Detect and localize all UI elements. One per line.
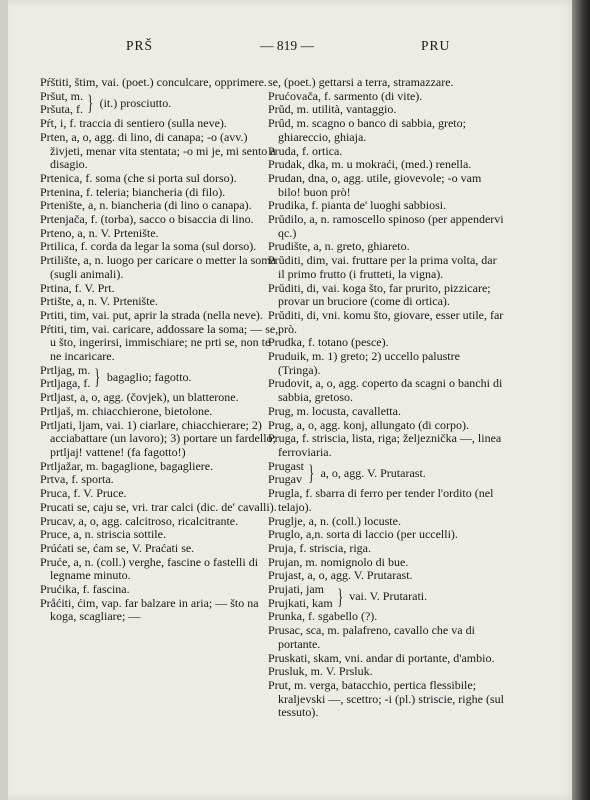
headword-list	[40, 90, 83, 117]
brace-glyph: }	[87, 90, 94, 116]
dictionary-entry: Pruca, f. V. Pruce.	[40, 486, 127, 501]
dictionary-entry: Prŭd, m. utilità, vantaggio.	[268, 102, 397, 117]
headword: Prtljag, m.	[40, 362, 91, 377]
dictionary-entry: Pruda, f. ortica.	[268, 143, 343, 158]
dictionary-entry: Prućovača, f. sarmento (di vite).	[268, 88, 423, 103]
dictionary-entry: Prtenište, a, n. biancheria (di lino o canapa).	[40, 198, 252, 213]
dictionary-entry: Pruće, a, n. (coll.) verghe, fascine o fastelli di legname minuto.	[40, 554, 259, 583]
dictionary-entry: Prtilica, f. corda da legar la soma (sul dorso).	[40, 239, 257, 254]
header-guide-word-left: PRŠ	[126, 38, 154, 53]
dictionary-entry: Prunka, f. sgabello (?).	[268, 609, 378, 624]
dictionary-entry: Prtljažar, m. bagaglione, bagagliere.	[40, 458, 214, 473]
dictionary-entry: Prujast, a, o, agg. V. Prutarast.	[268, 568, 413, 583]
dictionary-entry: Prtiti, tim, vai. put, aprir la strada (nella neve).	[40, 307, 263, 322]
dictionary-entry: Pruduik, m. 1) greto; 2) uccello palustre (Tringa).	[268, 349, 460, 377]
book-spine-shadow	[572, 0, 590, 800]
dictionary-entry: Prŭditi, dim, vai. fruttare per la prima volta, dar il primo frutto (i frutteti, la vigna).	[268, 253, 497, 281]
dictionary-entry: Prten, a, o, agg. di lino, di canapa; -o (avv.) živjeti, menar vita stentata; -o mi je, mi sento a disagio.	[40, 129, 276, 172]
definition: vai. V. Prutarati.	[349, 588, 428, 603]
dictionary-entry-group	[268, 583, 504, 610]
headword: Prujati, jam	[268, 582, 324, 597]
headword-list	[268, 583, 333, 610]
definition: bagaglio; fagotto.	[106, 369, 192, 384]
dictionary-entry: Prtljati, ljam, vai. 1) ciarlare, chiacchierare; 2) acciabattare (un lavoro); 3) portare un fardello; prtljaj! vattene! (fa fagotto!)	[40, 417, 276, 459]
dictionary-entry: Pruglje, a, n. (coll.) locuste.	[268, 513, 401, 528]
dictionary-entry: Prteno, a, n. V. Prtenište.	[40, 225, 159, 240]
dictionary-entry: Prut, m. verga, batacchio, pertica flessibile; kraljevski —, scettro; -i (pl.) striscie, righe (sul tessuto).	[268, 677, 504, 720]
dictionary-entry: Prucav, a, o, agg. calcitroso, ricalcitrante.	[40, 513, 239, 528]
dictionary-entry: Prŭditi, di, vai. koga što, far prurito, pizzicare; provar un bruciore (come di ortica).	[268, 280, 491, 309]
brace-glyph: }	[94, 364, 101, 390]
dictionary-entry: Prug, m. locusta, cavalletta.	[268, 403, 401, 418]
dictionary-entry: Prudište, a, n. greto, ghiareto.	[268, 239, 410, 254]
definition: a, o, agg. V. Prutarast.	[320, 465, 426, 480]
dictionary-entry: Pråćiti, ćim, vap. far balzare in aria; — što na koga, scagliare; —	[40, 595, 259, 624]
dictionary-entry: Prtljaš, m. chiacchierone, bietolone.	[40, 403, 213, 418]
dictionary-entry: Pruskati, skam, vni. andar di portante, d'ambio.	[268, 650, 495, 665]
dictionary-entry: Prusac, sca, m. palafreno, cavallo che va di portante.	[268, 623, 475, 651]
dictionary-entry: Prtenina, f. teleria; biancheria (di filo).	[40, 184, 226, 199]
dictionary-entry: Prtljast, a, o, agg. (čovjek), un blatterone.	[40, 390, 239, 405]
dictionary-entry: Prusluk, m. V. Prsluk.	[268, 664, 373, 679]
right-column	[268, 76, 504, 720]
dictionary-entry: Prucati se, caju se, vri. trar calci (dic. de' cavalli).	[40, 499, 277, 514]
dictionary-entry: Pŕt, i, f. traccia di sentiero (sulla neve).	[40, 116, 227, 131]
brace-glyph: }	[337, 583, 343, 609]
dictionary-entry: Prtenica, f. soma (che si porta sul dorso).	[40, 170, 237, 185]
headword: Prujkati, kam	[268, 595, 333, 610]
dictionary-entry-group	[268, 460, 504, 487]
dictionary-entry: Prudka, f. totano (pesce).	[268, 335, 389, 350]
dictionary-entry: Pruja, f. striscia, riga.	[268, 540, 371, 555]
dictionary-entry: Prudika, f. pianta de' luoghi sabbiosi.	[268, 198, 447, 213]
page-header	[8, 38, 578, 58]
dictionary-entry: Pŕštiti, štim, vai. (poet.) conculcare, opprimere.	[40, 75, 267, 89]
brace-glyph: }	[308, 460, 315, 486]
dictionary-entry: Prŭditi, di, vni. komu što, giovare, esser utile, far prò.	[268, 307, 504, 336]
headword: Pršuta, f.	[40, 102, 83, 117]
dictionary-entry-group	[40, 364, 280, 391]
dictionary-entry: Prugla, f. sbarra di ferro per tender l'ordito (nel telajo).	[268, 486, 494, 514]
dictionary-entry: Prudak, dka, m. u mokraći, (med.) renella.	[268, 157, 472, 172]
dictionary-entry: Prtva, f. sporta.	[40, 472, 114, 487]
dictionary-entry: Prtilište, a, n. luogo per caricare o metter la soma (sugli animali).	[40, 253, 276, 281]
dictionary-entry: Prudan, dna, o, agg. utile, giovevole; -o vam bilo! buon prò!	[268, 170, 482, 199]
headword: Pršut, m.	[40, 88, 84, 103]
dictionary-entry: Pruce, a, n. striscia sottile.	[40, 527, 166, 542]
dictionary-entry: Prujan, m. nomignolo di bue.	[268, 554, 409, 569]
dictionary-entry: Prtenjača, f. (torba), sacco o bisaccia di lino.	[40, 212, 254, 227]
dictionary-entry: Prŭdilo, a, n. ramoscello spinoso (per appendervi qc.)	[268, 212, 504, 240]
page-number: — 819 —	[260, 38, 314, 53]
dictionary-entry: Pruglo, a,n. sorta di laccio (per uccelli).	[268, 527, 458, 542]
definition: (it.) prosciutto.	[99, 95, 172, 110]
headword: Prtljaga, f.	[40, 376, 91, 391]
headword-list	[268, 460, 304, 487]
dictionary-entry: Prtište, a, n. V. Prtenište.	[40, 294, 158, 309]
dictionary-page	[8, 0, 578, 800]
dictionary-entry: Pŕtiti, tim, vai. caricare, addossare la soma; — se, u što, ingerirsi, immischiare; ne prti se, non te ne incaricare.	[40, 321, 279, 364]
dictionary-entry: Prûd, m. scagno o banco di sabbia, greto; ghiareccio, ghiaja.	[268, 116, 466, 144]
header-guide-word-right: PRU	[421, 38, 451, 53]
headword: Prugast	[268, 458, 304, 473]
dictionary-entry: Prug, a, o, agg. konj, allungato (di corpo).	[268, 417, 469, 432]
dictionary-entry: Prudovit, a, o, agg. coperto da scagni o banchi di sabbia, gretoso.	[268, 376, 503, 405]
dictionary-entry-group	[40, 90, 280, 117]
headword-list	[40, 364, 90, 391]
dictionary-entry: Pruga, f. striscia, lista, riga; željeznička —, linea ferroviaria.	[268, 431, 502, 459]
dictionary-entry: Prtina, f. V. Prt.	[40, 280, 115, 295]
dictionary-entry: se, (poet.) gettarsi a terra, stramazzare.	[268, 75, 454, 89]
left-column	[40, 76, 280, 624]
headword: Prugav	[268, 472, 302, 487]
dictionary-entry: Prućika, f. fascina.	[40, 582, 130, 597]
dictionary-entry: Prúćati se, ćam se, V. Praćati se.	[40, 540, 195, 555]
